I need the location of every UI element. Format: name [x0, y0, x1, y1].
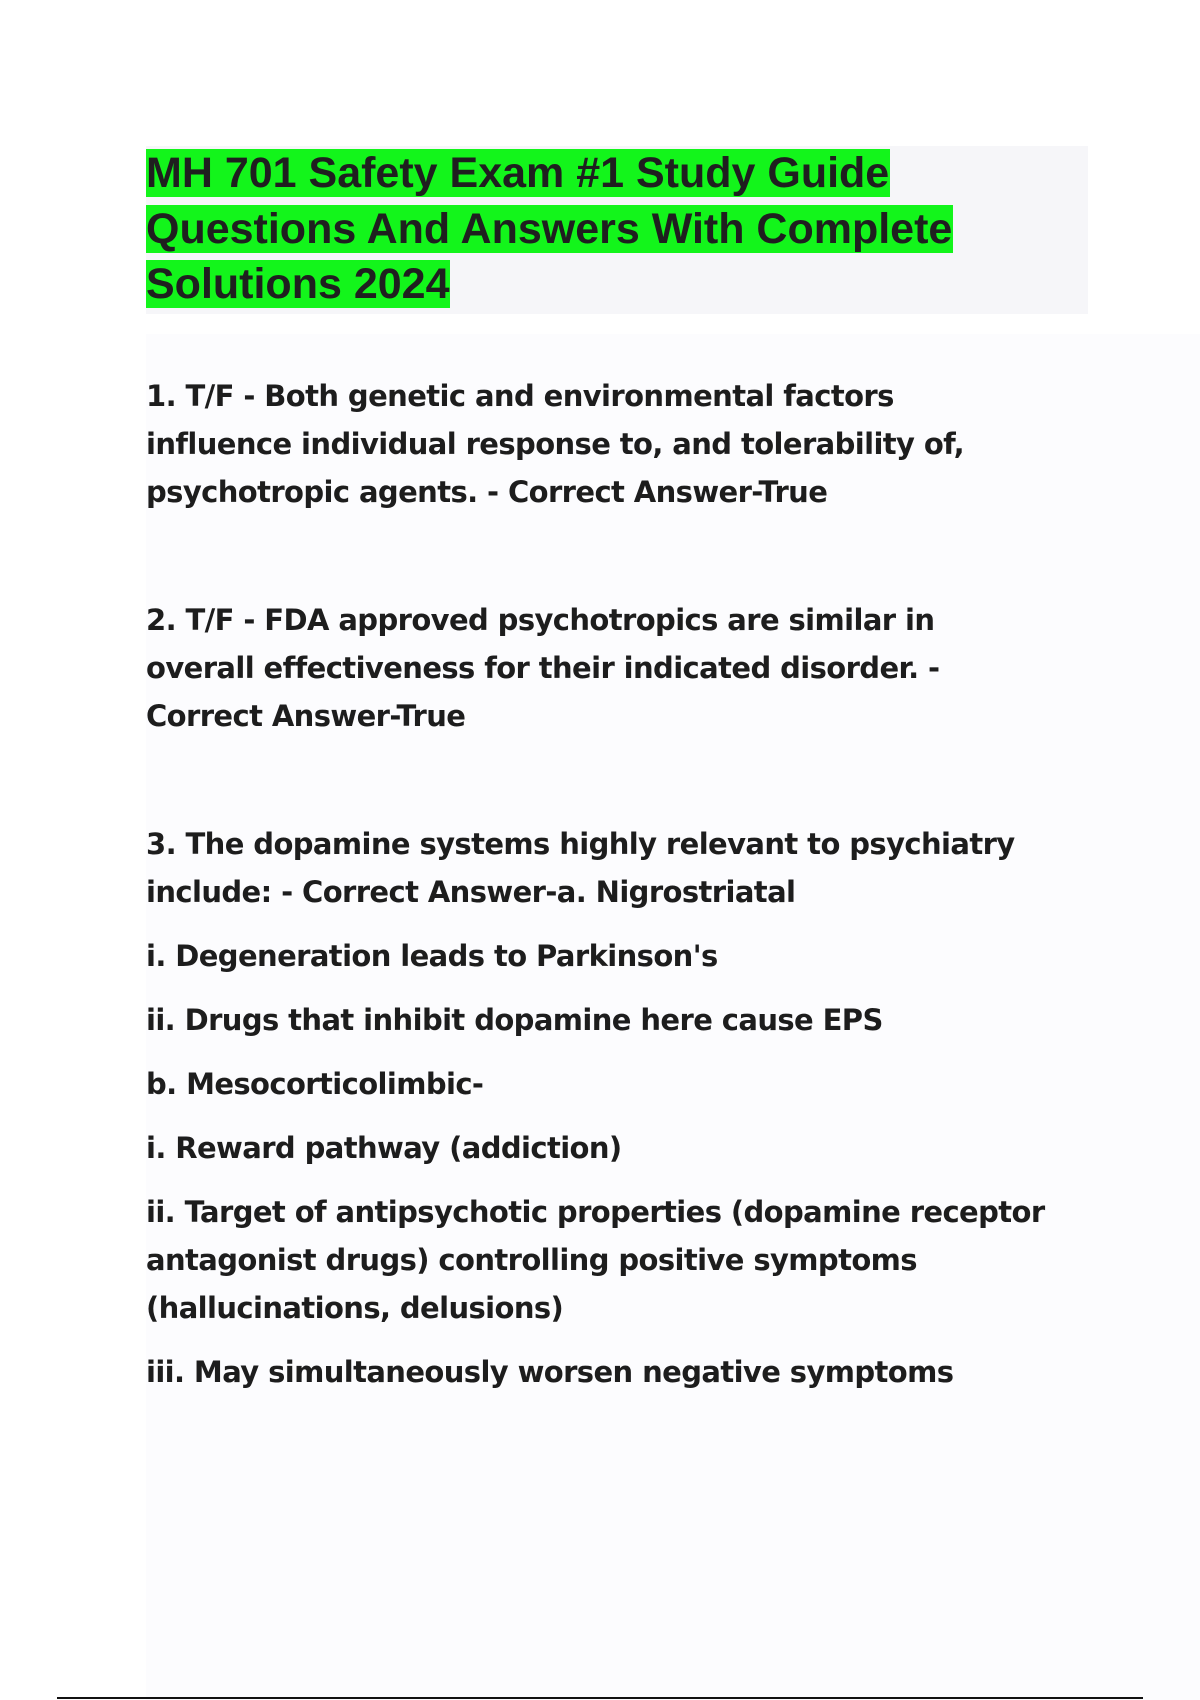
answer-sub-item: i. Reward pathway (addiction) — [146, 1131, 622, 1165]
title-block — [146, 146, 1088, 314]
document-title — [146, 146, 1088, 313]
question-3 — [146, 820, 1046, 1396]
answer-sub-item: b. Mesocorticolimbic- — [146, 1067, 484, 1101]
question-3-text: 3. The dopamine systems highly relevant to psychiatry include: - Correct Answer-a. Nigrostriatal — [146, 827, 1015, 909]
footer-rule — [57, 1697, 1143, 1699]
question-list — [146, 372, 1046, 1396]
answer-sub-item: i. Degeneration leads to Parkinson's — [146, 939, 718, 973]
question-2: 2. T/F - FDA approved psychotropics are similar in overall effectiveness for their indicated disorder. - Correct Answer-True — [146, 603, 940, 733]
answer-sub-item: iii. May simultaneously worsen negative symptoms — [146, 1355, 954, 1389]
question-1: 1. T/F - Both genetic and environmental factors influence individual response to, and tolerability of, psychotropic agents. - Correct Answer-True — [146, 379, 965, 509]
title-highlight: MH 701 Safety Exam #1 Study Guide Questions And Answers With Complete Solutions 2024 — [146, 149, 953, 308]
answer-sub-item: ii. Drugs that inhibit dopamine here cause EPS — [146, 1003, 883, 1037]
answer-sub-item: ii. Target of antipsychotic properties (dopamine receptor antagonist drugs) controlling positive symptoms (hallucinations, delusions) — [146, 1195, 1045, 1325]
